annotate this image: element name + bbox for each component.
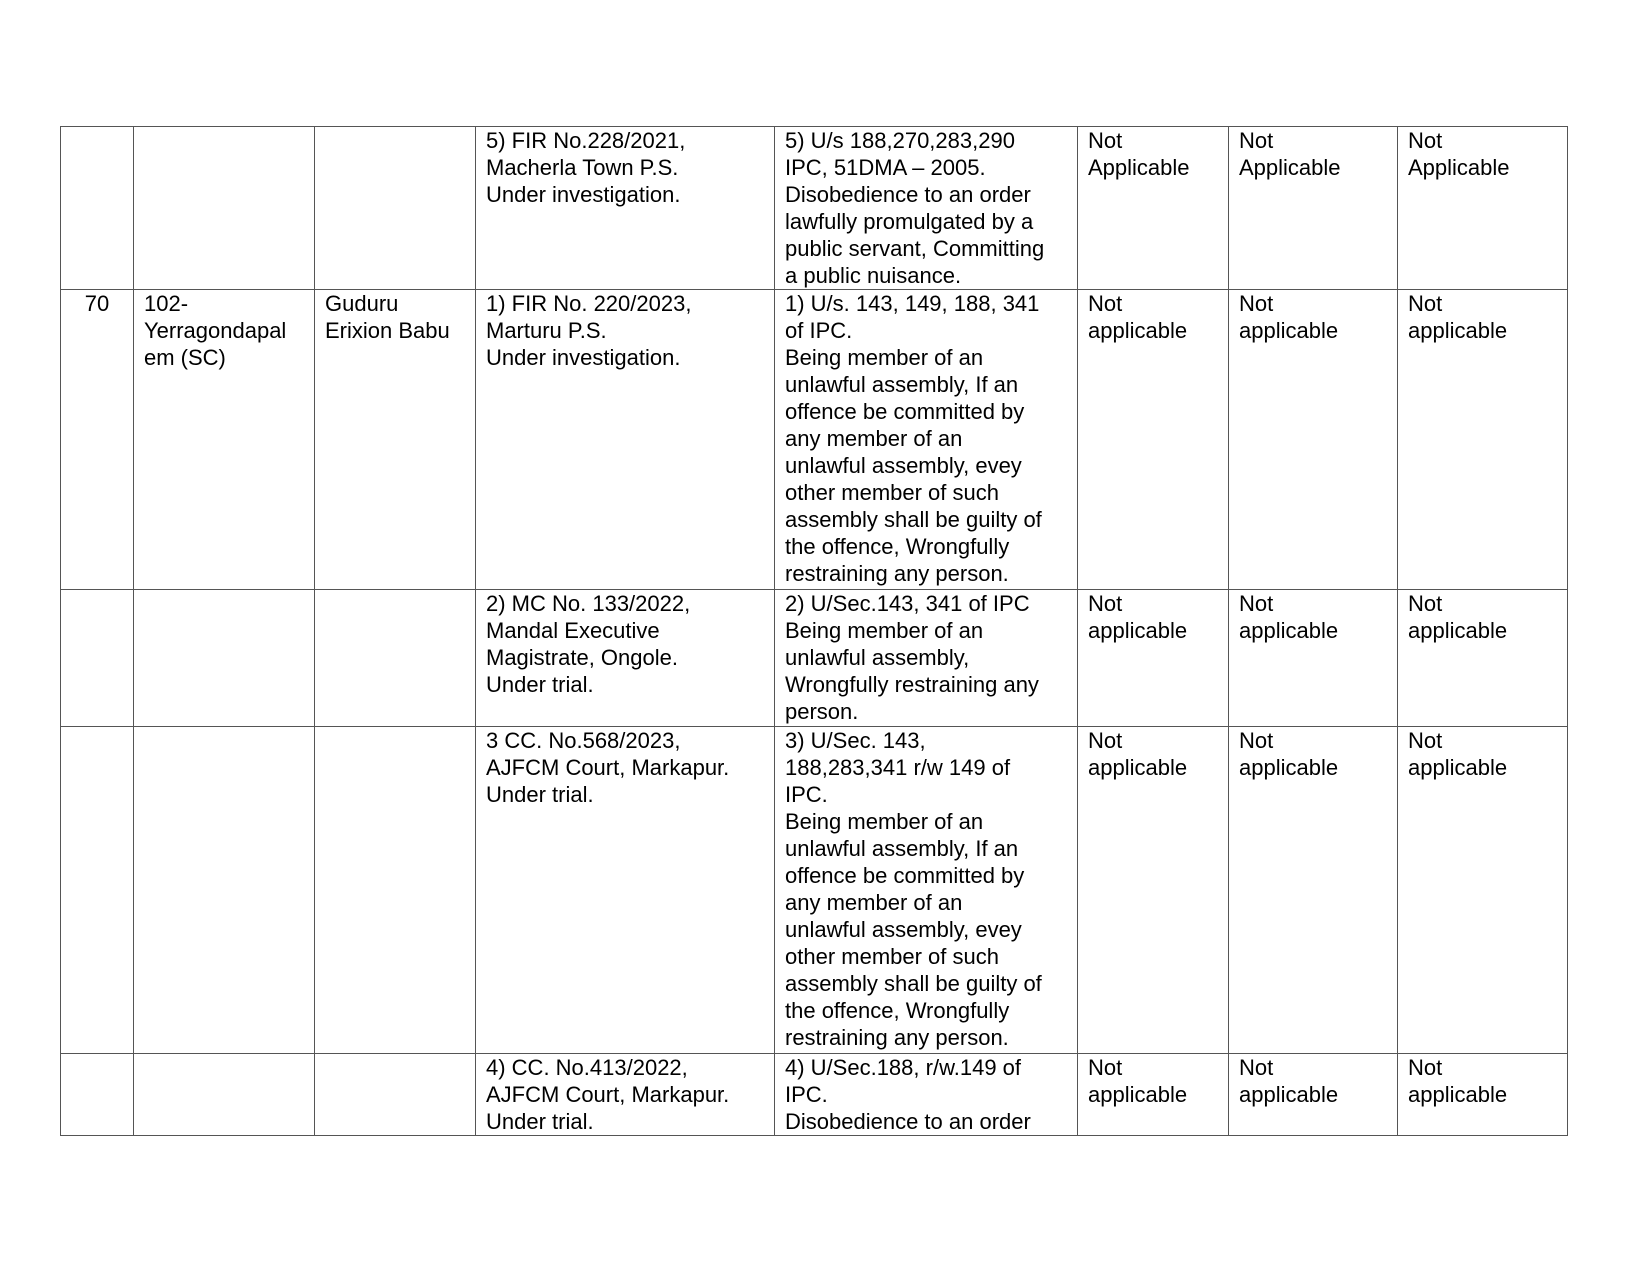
appeal-cell: Not applicable — [1398, 1054, 1568, 1136]
case-details-cell: 4) CC. No.413/2022, AJFCM Court, Markapur. Under trial. — [476, 1054, 775, 1136]
table-row — [61, 727, 1568, 1054]
case-details-cell: 2) MC No. 133/2022, Mandal Executive Magistrate, Ongole. Under trial. — [476, 590, 775, 727]
case-details-cell: 1) FIR No. 220/2023, Marturu P.S. Under investigation. — [476, 290, 775, 590]
punishment-cell: Not applicable — [1229, 727, 1398, 1054]
table-row — [61, 590, 1568, 727]
punishment-cell: Not applicable — [1229, 590, 1398, 727]
conviction-cell: Not applicable — [1078, 727, 1229, 1054]
conviction-cell: Not applicable — [1078, 590, 1229, 727]
conviction-cell: Not applicable — [1078, 290, 1229, 590]
case-details-table — [60, 126, 1568, 1136]
table-row — [61, 1054, 1568, 1136]
constituency-cell — [134, 1054, 315, 1136]
serial-number-cell: 70 — [61, 290, 134, 590]
table-row — [61, 290, 1568, 590]
serial-number-cell — [61, 727, 134, 1054]
constituency-cell — [134, 727, 315, 1054]
appeal-cell: Not applicable — [1398, 590, 1568, 727]
serial-number-cell — [61, 590, 134, 727]
sections-cell: 2) U/Sec.143, 341 of IPC Being member of an unlawful assembly, Wrongfully restraining any person. — [775, 590, 1078, 727]
candidate-name-cell — [315, 127, 476, 290]
conviction-cell: Not Applicable — [1078, 127, 1229, 290]
table-row — [61, 127, 1568, 290]
appeal-cell: Not applicable — [1398, 290, 1568, 590]
candidate-name-cell — [315, 590, 476, 727]
candidate-name-cell — [315, 727, 476, 1054]
sections-cell: 4) U/Sec.188, r/w.149 of IPC. Disobedience to an order — [775, 1054, 1078, 1136]
sections-cell: 1) U/s. 143, 149, 188, 341 of IPC. Being member of an unlawful assembly, If an offence be committed by any member of an unlawful assembly, evey other member of such assembly shall be guilty of the offence, Wrongfully restraining any person. — [775, 290, 1078, 590]
serial-number-cell — [61, 127, 134, 290]
case-details-cell: 3 CC. No.568/2023, AJFCM Court, Markapur. Under trial. — [476, 727, 775, 1054]
constituency-cell — [134, 590, 315, 727]
conviction-cell: Not applicable — [1078, 1054, 1229, 1136]
sections-cell: 3) U/Sec. 143, 188,283,341 r/w 149 of IPC. Being member of an unlawful assembly, If an offence be committed by any member of an unlawful assembly, evey other member of such assembly shall be guilty of the offence, Wrongfully restraining any person. — [775, 727, 1078, 1054]
candidate-name-cell — [315, 1054, 476, 1136]
case-details-cell: 5) FIR No.228/2021, Macherla Town P.S. Under investigation. — [476, 127, 775, 290]
punishment-cell: Not applicable — [1229, 290, 1398, 590]
serial-number-cell — [61, 1054, 134, 1136]
constituency-cell — [134, 127, 315, 290]
punishment-cell: Not applicable — [1229, 1054, 1398, 1136]
constituency-cell: 102- Yerragondapal em (SC) — [134, 290, 315, 590]
punishment-cell: Not Applicable — [1229, 127, 1398, 290]
appeal-cell: Not applicable — [1398, 727, 1568, 1054]
candidate-name-cell: Guduru Erixion Babu — [315, 290, 476, 590]
appeal-cell: Not Applicable — [1398, 127, 1568, 290]
sections-cell: 5) U/s 188,270,283,290 IPC, 51DMA – 2005. Disobedience to an order lawfully promulgated by a public servant, Committing a public nuisance. — [775, 127, 1078, 290]
